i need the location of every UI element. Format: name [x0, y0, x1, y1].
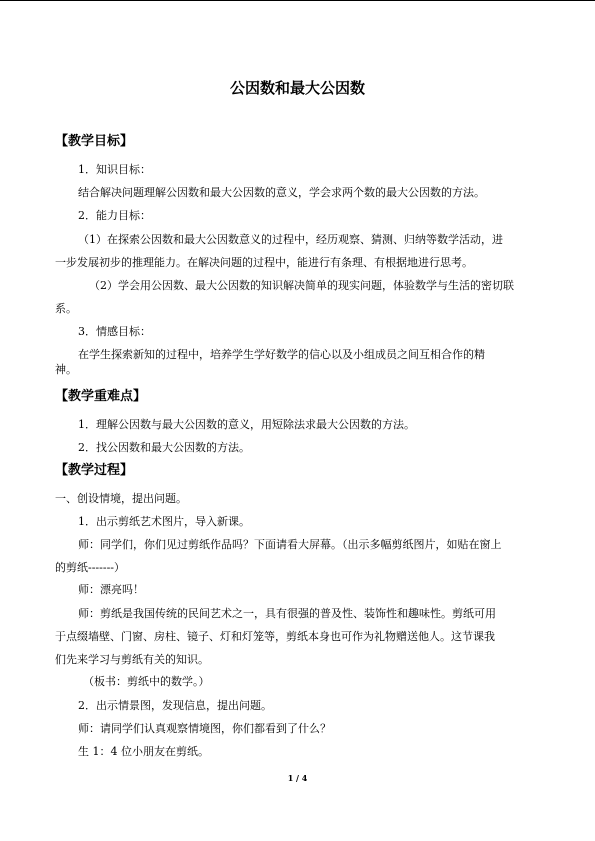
- paragraph-line: （2）学会用公因数、最大公因数的知识解决简单的现实问题，体验数学与生活的密切联: [89, 279, 514, 292]
- section-heading-key-difficulties: 【教学重难点】: [55, 389, 147, 404]
- paragraph-line: 1．知识目标：: [78, 163, 151, 176]
- paragraph-line: 师：漂亮吗！: [78, 583, 144, 596]
- page-top-rule: [0, 0, 595, 1]
- paragraph-line: 2．能力目标：: [78, 209, 151, 222]
- paragraph-line: 一、创设情境，提出问题。: [55, 492, 187, 505]
- paragraph-line: 于点缀墙壁、门窗、房柱、镜子、灯和灯笼等，剪纸本身也可作为礼物赠送他人。这节课我: [55, 630, 495, 643]
- paragraph-line: 神。: [55, 363, 77, 376]
- paragraph-line: 2．出示情景图，发现信息，提出问题。: [78, 699, 272, 712]
- paragraph-line: 3．情感目标：: [78, 325, 151, 338]
- section-heading-teaching-process: 【教学过程】: [55, 463, 134, 478]
- document-title: 公因数和最大公因数: [229, 79, 365, 97]
- paragraph-line: 的剪纸-------）: [55, 561, 126, 574]
- page-number: 1 / 4: [287, 773, 308, 783]
- section-heading-teaching-goals: 【教学目标】: [55, 134, 134, 149]
- paragraph-line: 们先来学习与剪纸有关的知识。: [55, 653, 209, 666]
- paragraph-line: 一步发展初步的推理能力。在解决问题的过程中，能进行有条理、有根据地进行思考。: [55, 256, 473, 269]
- paragraph-line: （板书：剪纸中的数学。）: [83, 675, 210, 688]
- paragraph-line: 师：同学们，你们见过剪纸作品吗？下面请看大屏幕。（出示多幅剪纸图片，如贴在窗上: [78, 538, 502, 551]
- paragraph-line: 2．找公因数和最大公因数的方法。: [78, 441, 250, 454]
- paragraph-line: 结合解决问题理解公因数和最大公因数的意义，学会求两个数的最大公因数的方法。: [78, 186, 485, 199]
- paragraph-line: 师：请同学们认真观察情境图，你们都看到了什么？: [78, 722, 331, 735]
- paragraph-line: 在学生探索新知的过程中，培养学生学好数学的信心以及小组成员之间互相合作的精: [78, 348, 485, 361]
- paragraph-line: 系。: [55, 302, 77, 315]
- paragraph-line: 1．理解公因数与最大公因数的意义，用短除法求最大公因数的方法。: [78, 418, 415, 431]
- paragraph-line: 1．出示剪纸艺术图片，导入新课。: [78, 515, 250, 528]
- paragraph-line: 师：剪纸是我国传统的民间艺术之一，具有很强的普及性、装饰性和趣味性。剪纸可用: [78, 607, 496, 620]
- paragraph-line: （1）在探索公因数和最大公因数意义的过程中，经历观察、猜测、归纳等数学活动，进: [78, 233, 503, 246]
- paragraph-line: 生 1：4 位小朋友在剪纸。: [78, 745, 209, 758]
